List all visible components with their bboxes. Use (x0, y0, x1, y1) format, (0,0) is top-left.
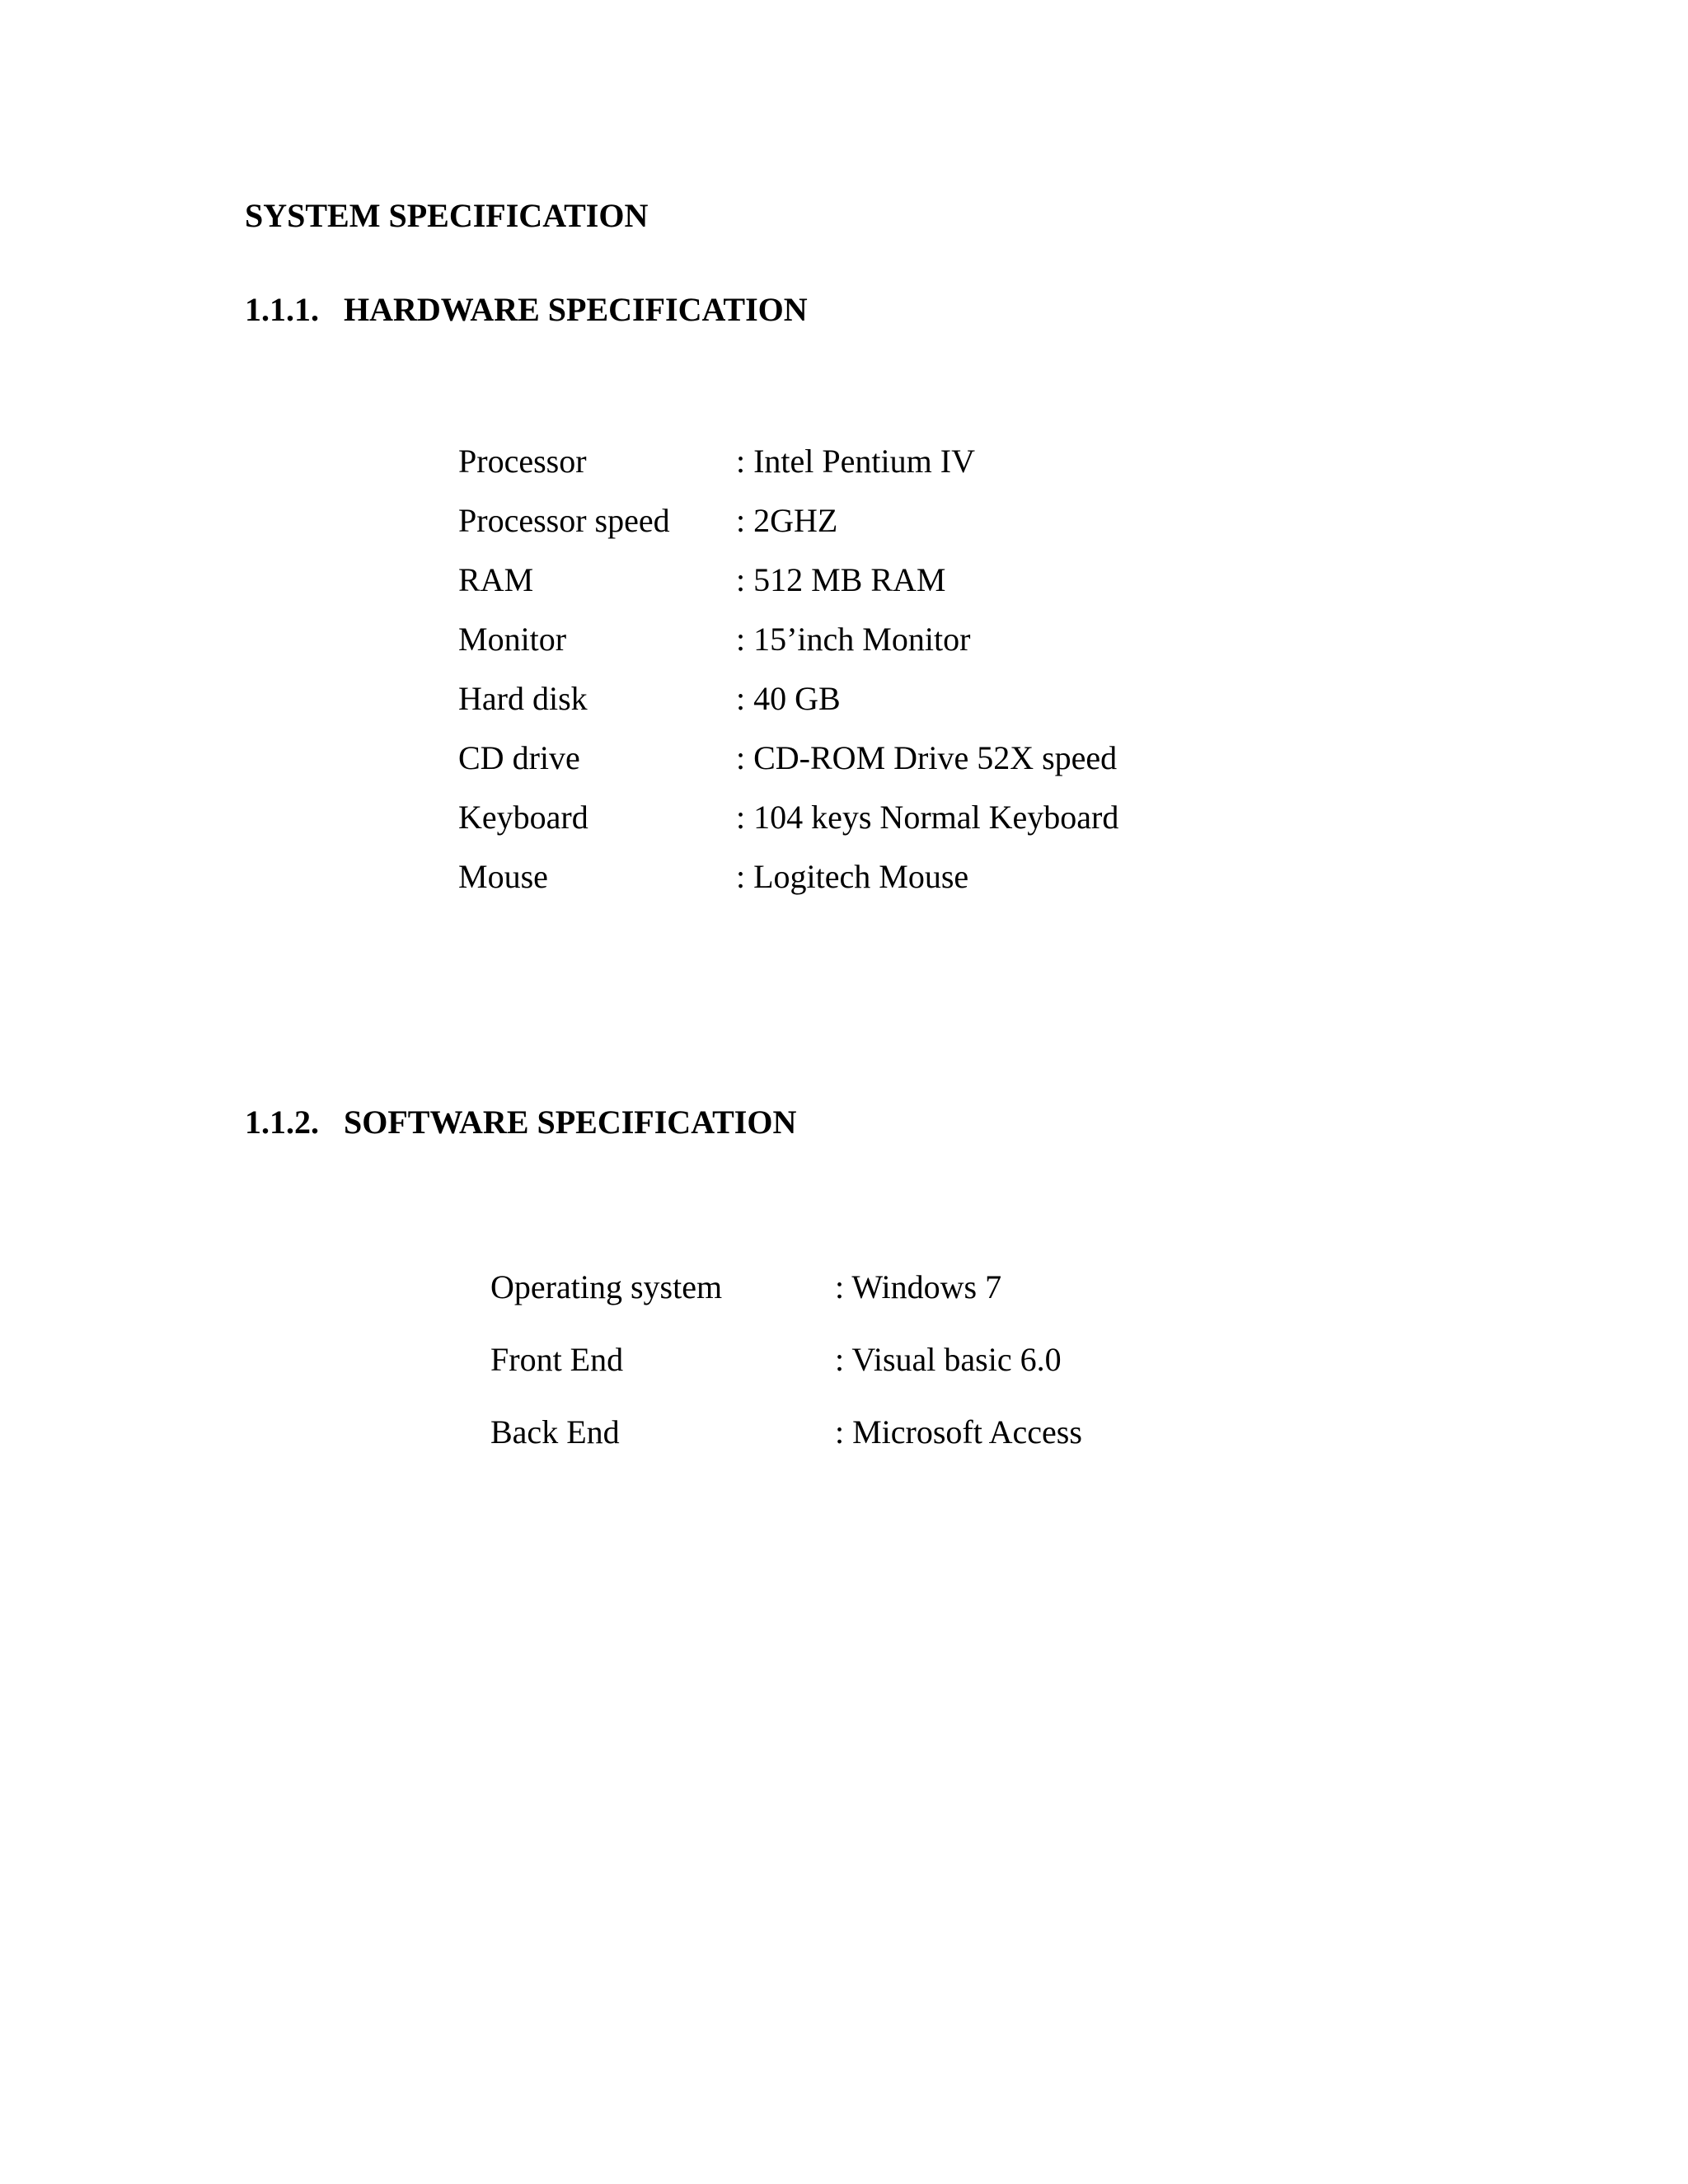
software-section-heading (245, 1103, 796, 1142)
spec-label: Processor speed (458, 502, 670, 539)
software-section-number: 1.1.2. (245, 1104, 319, 1141)
spec-label: Front End (490, 1341, 624, 1378)
spec-value: : 15’inch Monitor (736, 621, 971, 658)
spec-label: Monitor (458, 621, 567, 658)
hardware-section-title: HARDWARE SPECIFICATION (344, 291, 808, 328)
spec-label: RAM (458, 561, 534, 598)
spec-label: Operating system (490, 1268, 723, 1305)
spec-label: Back End (490, 1413, 620, 1451)
spec-label: CD drive (458, 739, 580, 776)
spec-value: : 104 keys Normal Keyboard (736, 799, 1119, 836)
spec-label: Hard disk (458, 680, 588, 717)
page-title: SYSTEM SPECIFICATION (245, 197, 649, 234)
hardware-section-heading (245, 290, 808, 330)
spec-value: : Intel Pentium IV (736, 443, 975, 480)
spec-value: : CD-ROM Drive 52X speed (736, 739, 1118, 776)
hardware-section-number: 1.1.1. (245, 291, 319, 328)
spec-value: : Microsoft Access (835, 1413, 1082, 1451)
spec-value: : Logitech Mouse (736, 858, 969, 895)
software-section-title: SOFTWARE SPECIFICATION (344, 1104, 797, 1141)
spec-label: Keyboard (458, 799, 588, 836)
spec-value: : Visual basic 6.0 (835, 1341, 1062, 1378)
spec-value: : 512 MB RAM (736, 561, 946, 598)
spec-value: : 40 GB (736, 680, 841, 717)
spec-value: : 2GHZ (736, 502, 838, 539)
spec-value: : Windows 7 (835, 1268, 1002, 1305)
spec-label: Processor (458, 443, 587, 480)
spec-label: Mouse (458, 858, 548, 895)
